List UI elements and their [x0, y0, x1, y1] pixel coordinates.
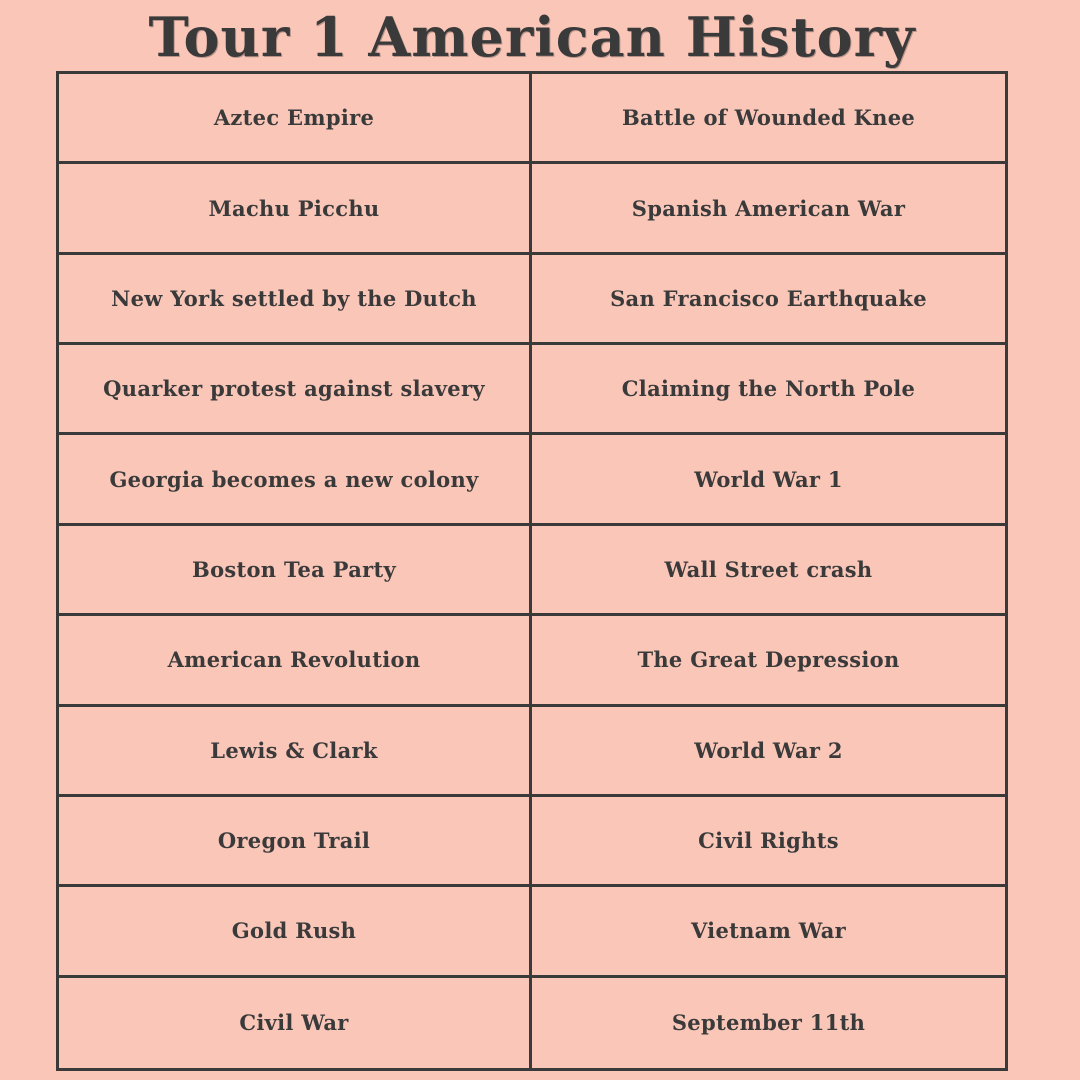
- table-cell-right: Battle of Wounded Knee: [532, 74, 1005, 164]
- table-cell-right: San Francisco Earthquake: [532, 255, 1005, 345]
- table-cell-right: Civil Rights: [532, 797, 1005, 887]
- table-cell-right: Vietnam War: [532, 887, 1005, 977]
- table-cell-right: Spanish American War: [532, 164, 1005, 254]
- table-cell-left: New York settled by the Dutch: [59, 255, 532, 345]
- table-cell-right: The Great Depression: [532, 616, 1005, 706]
- table-cell-left: Machu Picchu: [59, 164, 532, 254]
- table-cell-right: World War 2: [532, 707, 1005, 797]
- table-cell-right: September 11th: [671, 1010, 866, 1036]
- table-cell-left: Lewis & Clark: [59, 707, 532, 797]
- page-title: Tour 1 American History: [148, 5, 916, 69]
- table-cell-left: Aztec Empire: [59, 74, 532, 164]
- table-cell-right: Claiming the North Pole: [532, 345, 1005, 435]
- table-cell-left: Quarker protest against slavery: [59, 345, 532, 435]
- table-cell-right: Wall Street crash: [532, 526, 1005, 616]
- table-cell-left: Oregon Trail: [59, 797, 532, 887]
- events-table: [56, 71, 1008, 1071]
- table-cell-left: Gold Rush: [59, 887, 532, 977]
- table-cell-left: American Revolution: [59, 616, 532, 706]
- table-cell-right: World War 1: [532, 435, 1005, 525]
- table-cell-left: Georgia becomes a new colony: [59, 435, 532, 525]
- table-cell-left: Boston Tea Party: [59, 526, 532, 616]
- table-cell-left: Civil War: [59, 978, 532, 1068]
